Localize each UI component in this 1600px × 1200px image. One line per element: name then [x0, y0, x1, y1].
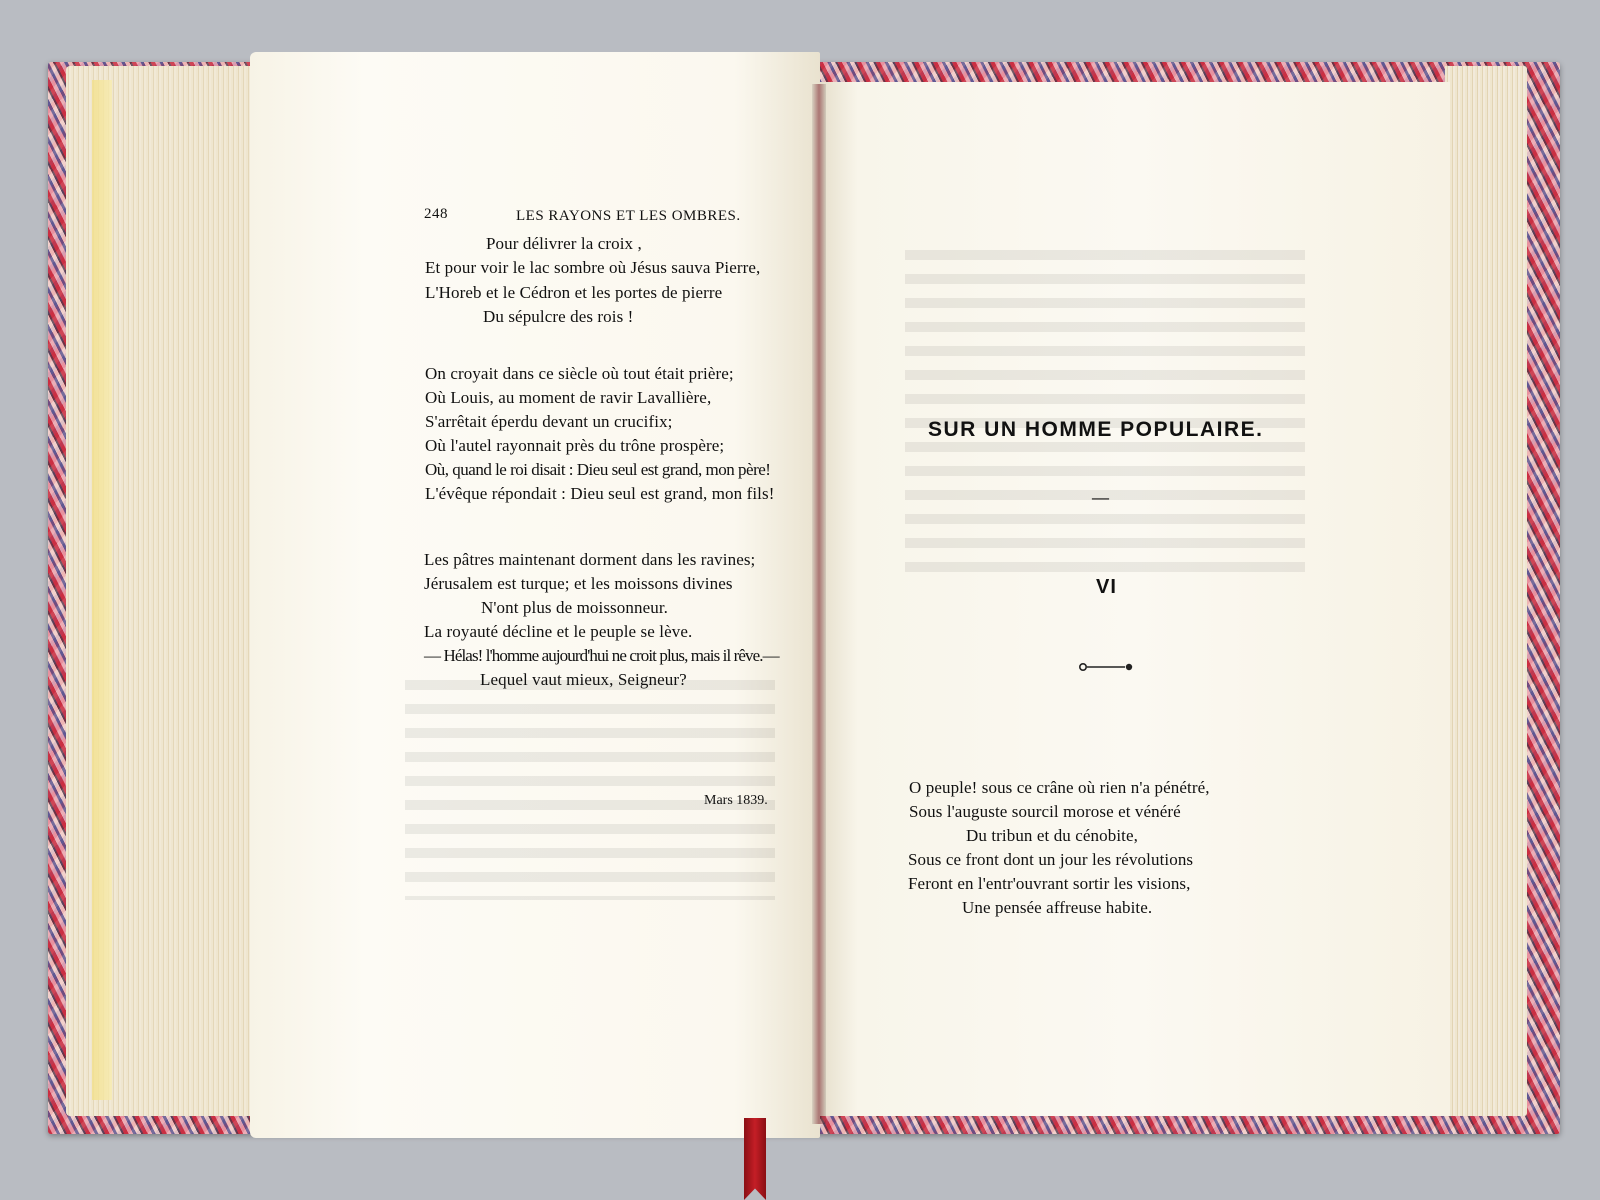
right-page [820, 82, 1450, 1116]
verse-line: Lequel vaut mieux, Seigneur? [480, 670, 687, 689]
verse-line: Du tribun et du cénobite, [966, 826, 1138, 845]
verse-line: Feront en l'entr'ouvrant sortir les visions, [908, 874, 1191, 893]
section-number: VI [1096, 576, 1117, 598]
verse-line: On croyait dans ce siècle où tout était prière; [425, 364, 734, 383]
poem-date: Mars 1839. [704, 793, 768, 808]
verse-line: Où Louis, au moment de ravir Lavallière, [425, 388, 712, 407]
verse-line: S'arrêtait éperdu devant un crucifix; [425, 412, 673, 431]
verse-line: Où l'autel rayonnait près du trône prospère; [425, 436, 725, 455]
verse-line: Une pensée affreuse habite. [962, 898, 1153, 917]
verse-line: O peuple! sous ce crâne où rien n'a pénétré, [909, 778, 1210, 797]
page-number: 248 [424, 206, 448, 222]
verse-line: La royauté décline et le peuple se lève. [424, 622, 693, 641]
verse-line: Les pâtres maintenant dorment dans les ravines; [424, 550, 756, 569]
verse-line: Pour délivrer la croix , [486, 234, 642, 253]
verse-line: — Hélas! l'homme aujourd'hui ne croit plus, mais il rêve.— [424, 646, 779, 665]
verse-line: Sous l'auguste sourcil morose et vénéré [909, 802, 1181, 821]
poem-title: SUR UN HOMME POPULAIRE. [928, 418, 1264, 441]
ornament-divider-icon [1078, 660, 1134, 674]
bleed-through-right [905, 250, 1305, 580]
verse-line: Du sépulcre des rois ! [483, 307, 634, 326]
verse-line: N'ont plus de moissonneur. [481, 598, 668, 617]
book-gutter [812, 84, 826, 1124]
gilt-edge [92, 80, 112, 1100]
right-page-edges [1445, 66, 1527, 1116]
verse-line: Sous ce front dont un jour les révolutions [908, 850, 1194, 869]
verse-line: L'Horeb et le Cédron et les portes de pierre [425, 283, 723, 302]
verse-line: Et pour voir le lac sombre où Jésus sauva Pierre, [425, 258, 761, 277]
bookmark-ribbon [744, 1118, 766, 1200]
title-dash: — [1092, 488, 1110, 507]
verse-line: Où, quand le roi disait : Dieu seul est grand, mon père! [425, 460, 771, 479]
running-head: LES RAYONS ET LES OMBRES. [516, 208, 741, 224]
bleed-through-left [405, 680, 775, 900]
verse-line: L'évêque répondait : Dieu seul est grand, mon fils! [425, 484, 775, 503]
verse-line: Jérusalem est turque; et les moissons divines [424, 574, 733, 593]
left-page-edges [66, 66, 252, 1116]
